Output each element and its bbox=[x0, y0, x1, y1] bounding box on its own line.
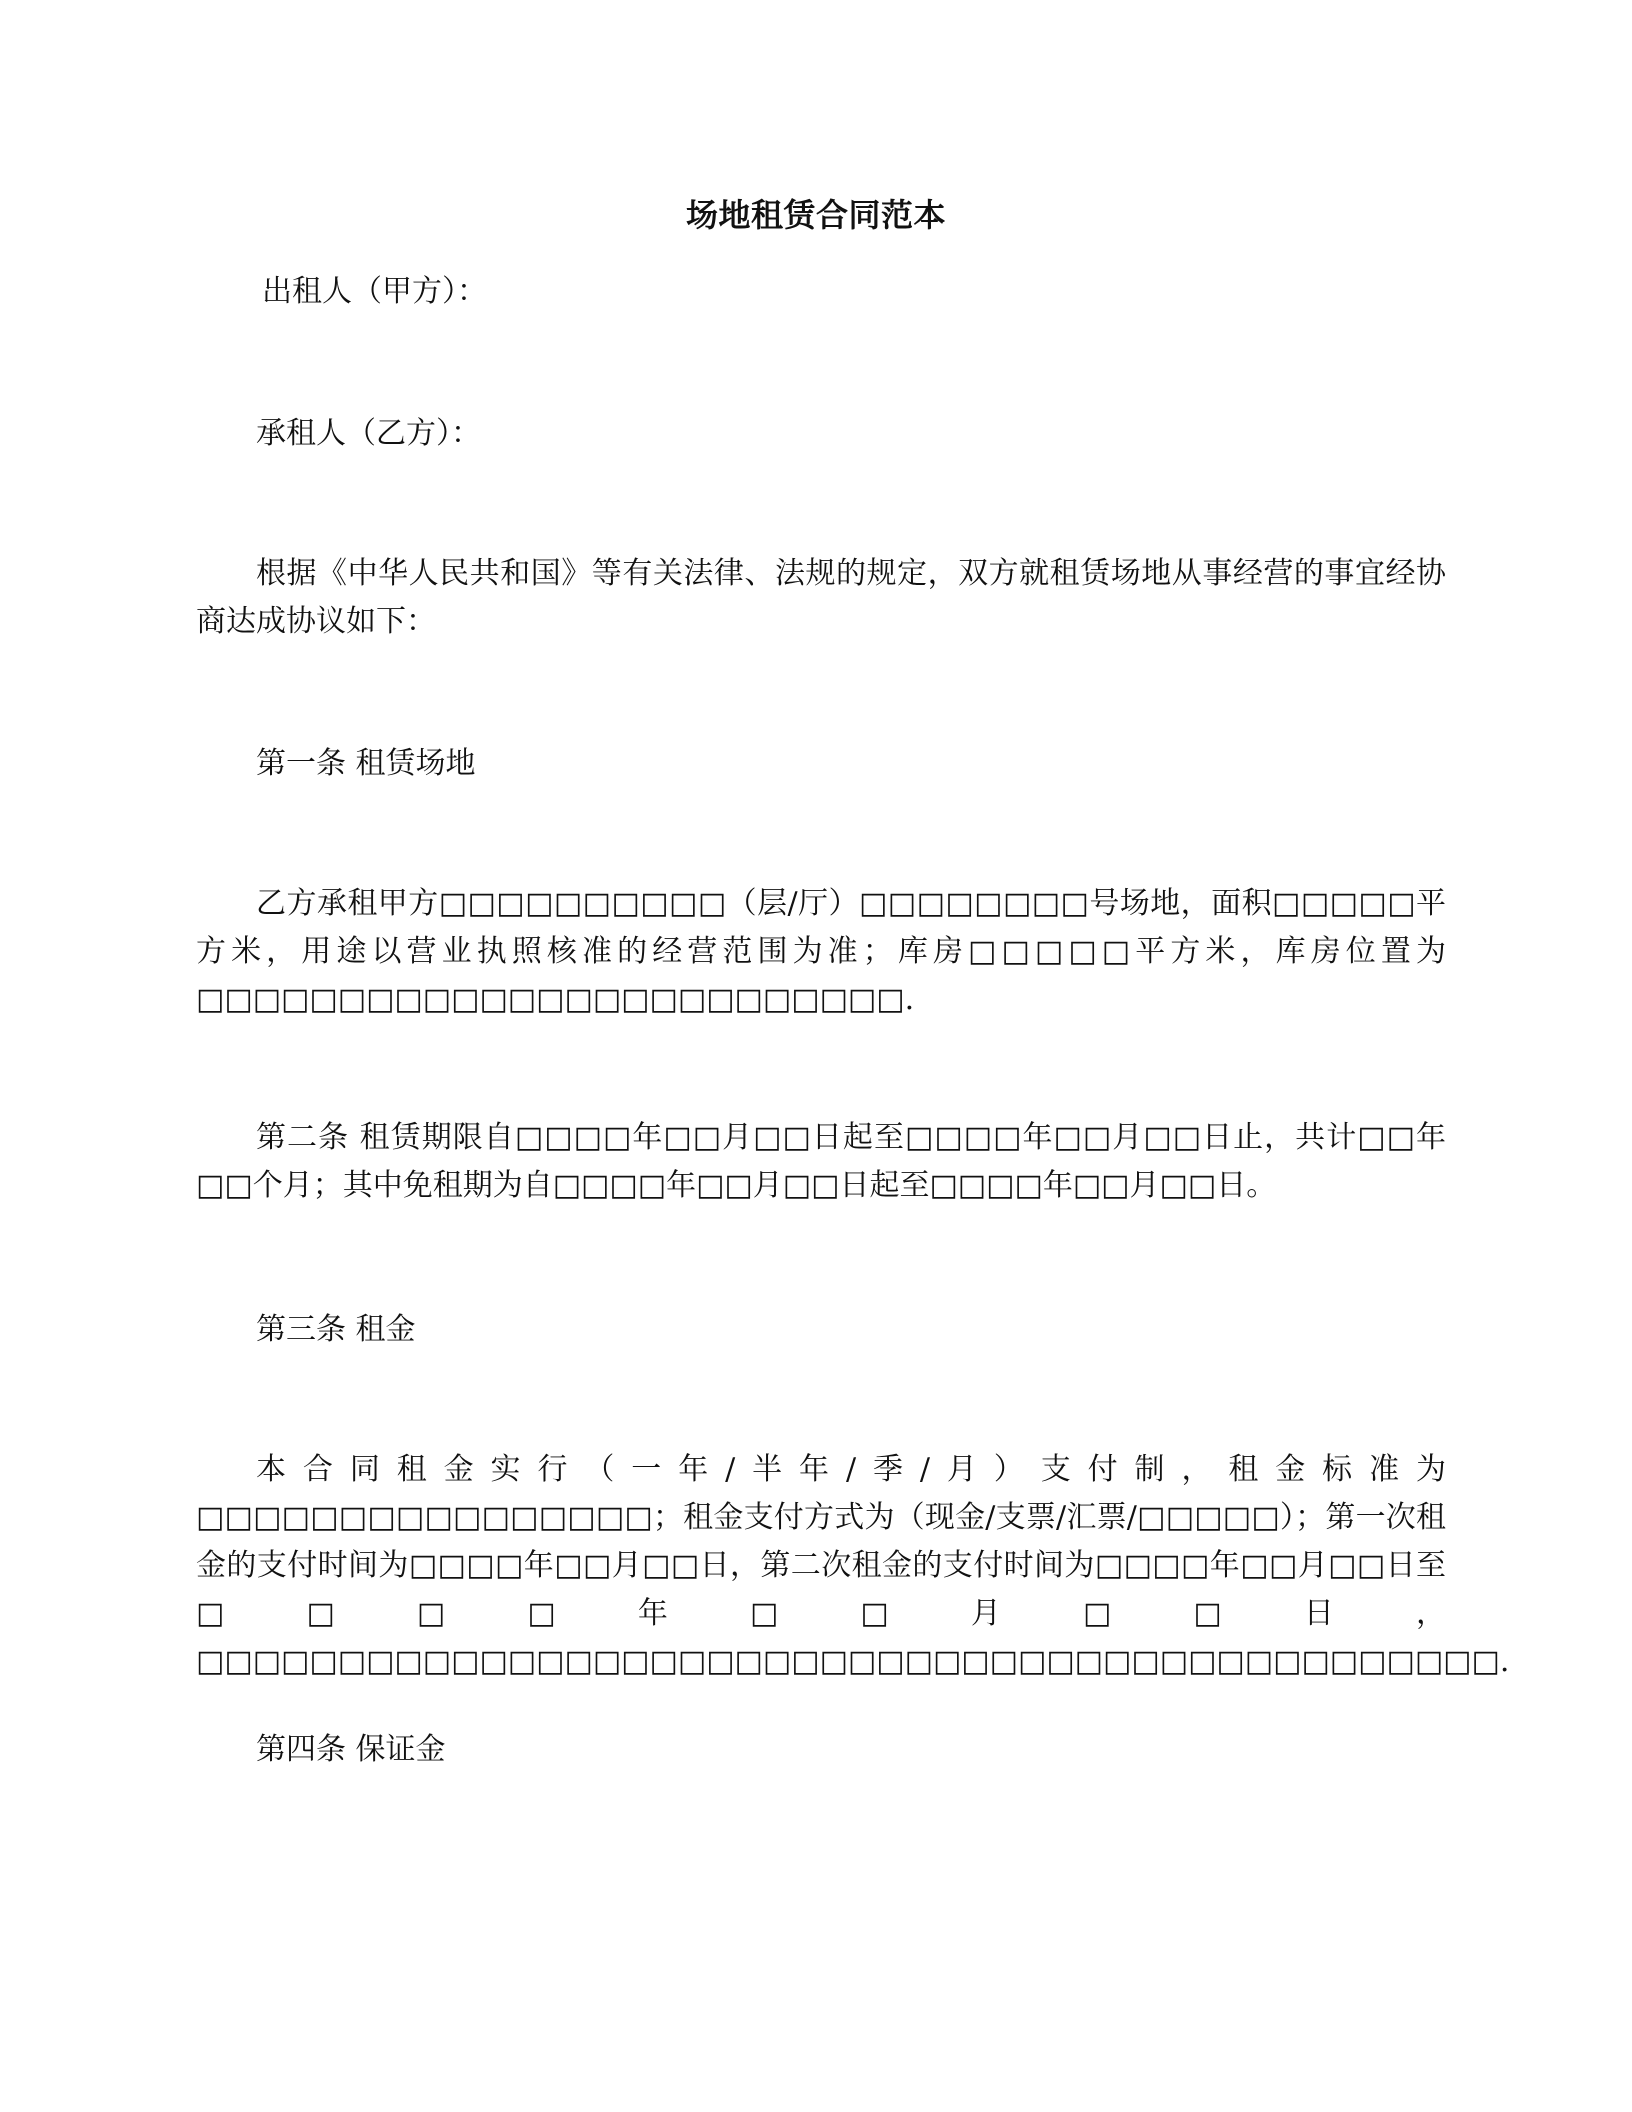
article-3-body: 本合同租金实行（一年/半年/季/月）支付制，租金标准为□□□□□□□□□□□□□□□□；租金支付方式为（现金/支票/汇票/□□□□□）；第一次租金的支付时间为□□□□年□□月□□日，第二次租金的支付时间为□□□□年□□月□□日至□□□□年□□月□□日，□□□□□□□□□□□□□□□□□□□□□□□□□□□□□□□□□□□□□□□□□□□□□□. bbox=[196, 1452, 1510, 1679]
intro-paragraph: 根据《中华人民共和国》等有关法律、法规的规定，双方就租赁场地从事经营的事宜经协商达成协议如下： bbox=[196, 556, 1446, 639]
lessee-label: 承租人（乙方）： bbox=[256, 416, 481, 451]
article-1-body: 乙方承租甲方□□□□□□□□□□（层/厅）□□□□□□□□号场地，面积□□□□□平方米，用途以营业执照核准的经营范围为准；库房□□□□□平方米，库房位置为□□□□□□□□□□□□□□□□□□□□□□□□□. bbox=[196, 886, 1446, 1017]
article-4-heading: 第四条 保证金 bbox=[256, 1732, 446, 1767]
lessor-label: 出租人（甲方）： bbox=[262, 274, 487, 309]
article-2-body: 第二条 租赁期限自□□□□年□□月□□日起至□□□□年□□月□□日止，共计□□年□□个月；其中免租期为自□□□□年□□月□□日起至□□□□年□□月□□日。 bbox=[196, 1120, 1446, 1203]
document-title: 场地租赁合同范本 bbox=[685, 196, 946, 234]
article-3-heading: 第三条 租金 bbox=[256, 1312, 416, 1347]
article-1-heading: 第一条 租赁场地 bbox=[256, 746, 476, 781]
